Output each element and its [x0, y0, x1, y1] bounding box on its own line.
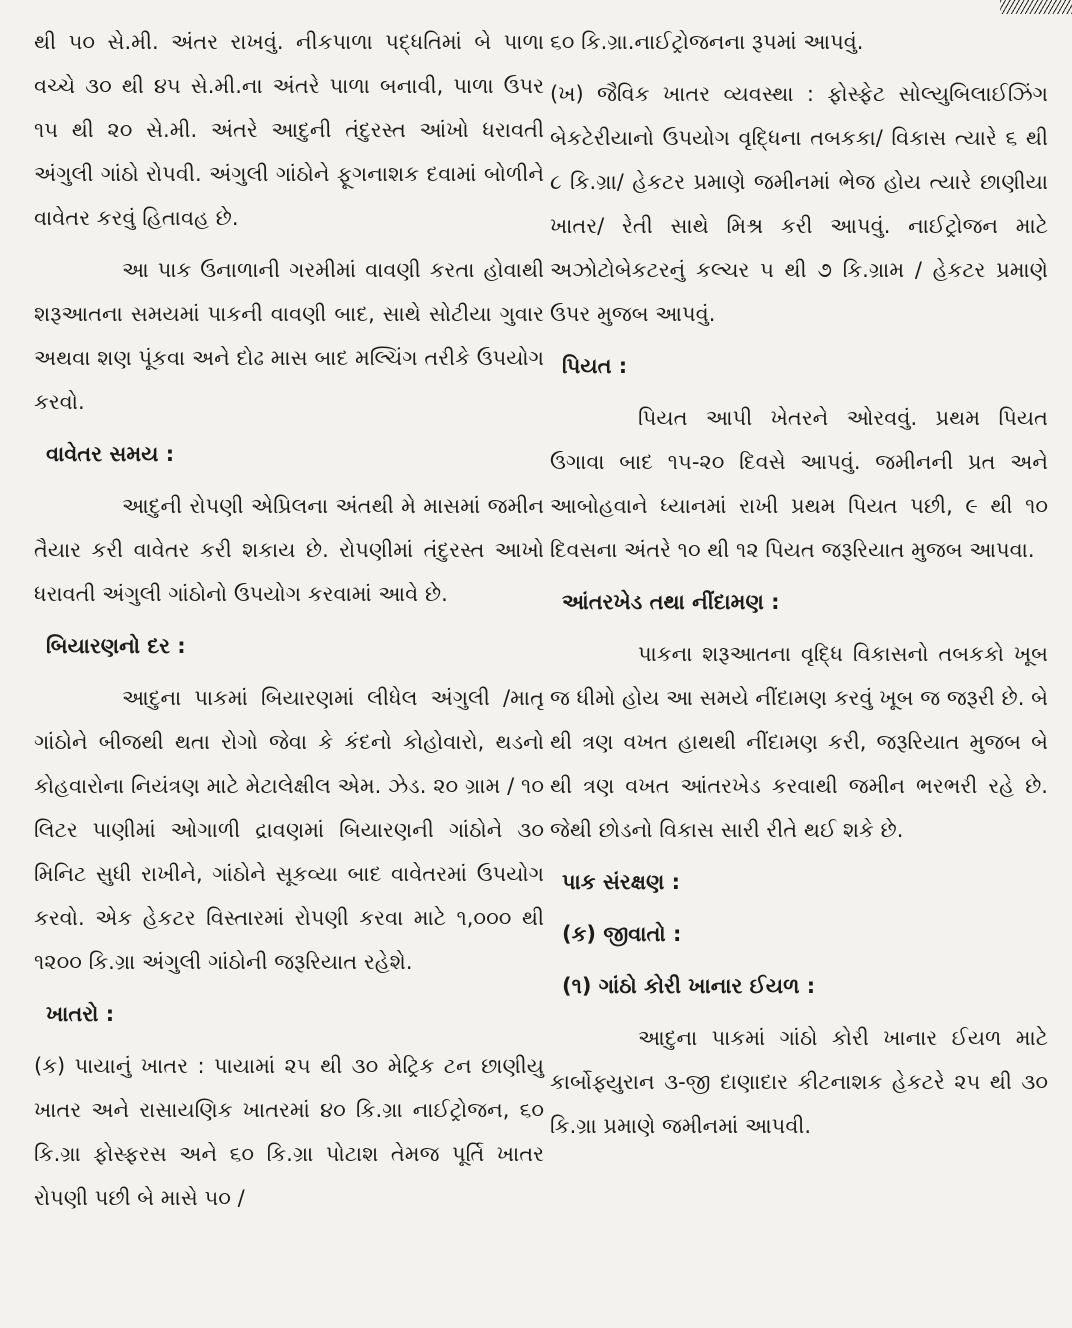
heading-seed-rate: બિયારણનો દર : — [46, 634, 186, 658]
heading-fertilizers: ખાતરો : — [46, 1002, 115, 1026]
paragraph-base-fertilizer: (ક) પાયાનું ખાતર : પાયામાં ૨૫ થી ૩૦ મેટ્રિક ટન છાણીયુ ખાતર અને રાસાયણિક ખાતરમાં ૪૦ કિ.ગ્રા નાઈટ્રોજન, ૬૦ કિ.ગ્રા ફોસ્ફરસ અને ૬૦ કિ.ગ્રા પોટાશ તેમજ પૂર્તિ ખાતર રોપણી પછી બે માસે ૫૦ / — [34, 1054, 544, 1210]
paragraph-rhizome-borer: આદુના પાકમાં ગાંઠો કોરી ખાનાર ઈયળ માટે કાર્બોફ્યુરાન ૩-જી દાણાદાર કીટનાશક હેકટરે ૨૫ થી ૩૦ કિ.ગ્રા પ્રમાણે જમીનમાં આપવી. — [550, 1026, 1048, 1138]
paragraph-summer-sowing: આ પાક ઉનાળાની ગરમીમાં વાવણી કરતા હોવાથી શરૂઆતના સમયમાં પાકની વાવણી બાદ, સાથે સોટીયા ગુવાર અથવા શણ પૂંકવા અને દોઢ માસ બાદ મલ્ચિંગ તરીકે ઉપયોગ કરવો. — [34, 258, 544, 414]
heading-rhizome-borer: (૧) ગાંઠો કોરી ખાનાર ઈયળ : — [562, 974, 816, 998]
heading-intercultivation-weeding: આંતરખેડ તથા નીંદામણ : — [562, 590, 780, 614]
paragraph-irrigation: પિયત આપી ખેતરને ઓરવવું. પ્રથમ પિયત ઉગાવા બાદ ૧૫-૨૦ દિવસે આપવું. જમીનની પ્રત અને આબોહવાને ધ્યાનમાં રાખી પ્રથમ પિયત પછી, ૯ થી ૧૦ દિવસના અંતરે ૧૦ થી ૧૨ પિયત જરૂરિયાત મુજબ આપવા. — [550, 406, 1048, 562]
paragraph-weeding: પાકના શરૂઆતના વૃદ્ધિ વિકાસનો તબકકો ખૂબ જ ધીમો હોય આ સમયે નીંદામણ કરવું ખૂબ જ જરૂરી છે. બે થી ત્રણ વખત હાથથી નીંદામણ કરી, જરૂરિયાત મુજબ બે થી ત્રણ વખત આંતરખેડ કરવાથી જમીન ભરભરી રહે છે. જેથી છોડનો વિકાસ સારી રીતે થઈ શકે છે. — [550, 642, 1048, 842]
heading-crop-protection: પાક સંરક્ષણ : — [562, 870, 681, 894]
paragraph-planting-method: થી ૫૦ સે.મી. અંતર રાખવું. નીકપાળા પદ્ધતિમાં બે પાળા વચ્ચે ૩૦ થી ૪૫ સે.મી.ના અંતરે પાળા બનાવી, પાળા ઉપર ૧૫ થી ૨૦ સે.મી. અંતરે આદુની તંદુરસ્ત આંખો ધરાવતી અંગુલી ગાંઠો રોપવી. અંગુલી ગાંઠોને ફૂગનાશક દવામાં બોળીને વાવેતર કરવું હિતાવહ છે. — [34, 30, 544, 230]
paragraph-nitrogen-continuation: ૬૦ કિ.ગ્રા.નાઈટ્રોજનના રૂપમાં આપવું. — [550, 30, 864, 54]
right-column — [550, 20, 1048, 1148]
heading-sowing-time: વાવેતર સમય : — [46, 442, 175, 466]
paragraph-sowing-time: આદુની રોપણી એપ્રિલના અંતથી મે માસમાં જમીન તૈયાર કરી વાવેતર કરી શકાય છે. રોપણીમાં તંદુરસ્ત આખો ધરાવતી અંગુલી ગાંઠોનો ઉપયોગ કરવામાં આવે છે. — [34, 494, 544, 606]
heading-pests: (ક) જીવાતો : — [562, 922, 682, 946]
heading-irrigation: પિયત : — [562, 354, 628, 378]
page-corner-hatching — [1000, 0, 1072, 14]
paragraph-seed-rate: આદુના પાકમાં બિયારણમાં લીધેલ અંગુલી /માતૃ ગાંઠોને બીજથી થતા રોગો જેવા કે કંદનો કોહોવારો, થડનો કોહવારોના નિયંત્રણ માટે મેટાલેક્ષીલ એમ. ઝેડ. ૨૦ ગ્રામ / ૧૦ લિટર પાણીમાં ઓગાળી દ્રાવણમાં બિયારણની ગાંઠોને ૩૦ મિનિટ સુધી રાખીને, ગાંઠોને સૂકવ્યા બાદ વાવેતરમાં ઉપયોગ કરવો. એક હેકટર વિસ્તારમાં રોપણી કરવા માટે ૧,૦૦૦ થી ૧૨૦૦ કિ.ગ્રા અંગુલી ગાંઠોની જરૂરિયાત રહેશે. — [34, 686, 544, 974]
paragraph-bio-fertilizer: (ખ) જૈવિક ખાતર વ્યવસ્થા : ફોસ્ફેટ સોલ્યુબિલાઈઝિંગ બેકટેરીયાનો ઉપયોગ વૃદ્ધિના તબકકા/ વિકાસ ત્યારે ૬ થી ૮ કિ.ગ્રા/ હેકટર પ્રમાણે જમીનમાં ભેજ હોય ત્યારે છાણીયા ખાતર/ રેતી સાથે મિશ્ર કરી આપવું. નાઈટ્રોજન માટે અઝોટોબેકટરનું કલ્ચર ૫ થી ૭ કિ.ગ્રામ / હેકટર પ્રમાણે ઉપર મુજબ આપવું. — [550, 82, 1048, 326]
left-column — [34, 20, 544, 1220]
